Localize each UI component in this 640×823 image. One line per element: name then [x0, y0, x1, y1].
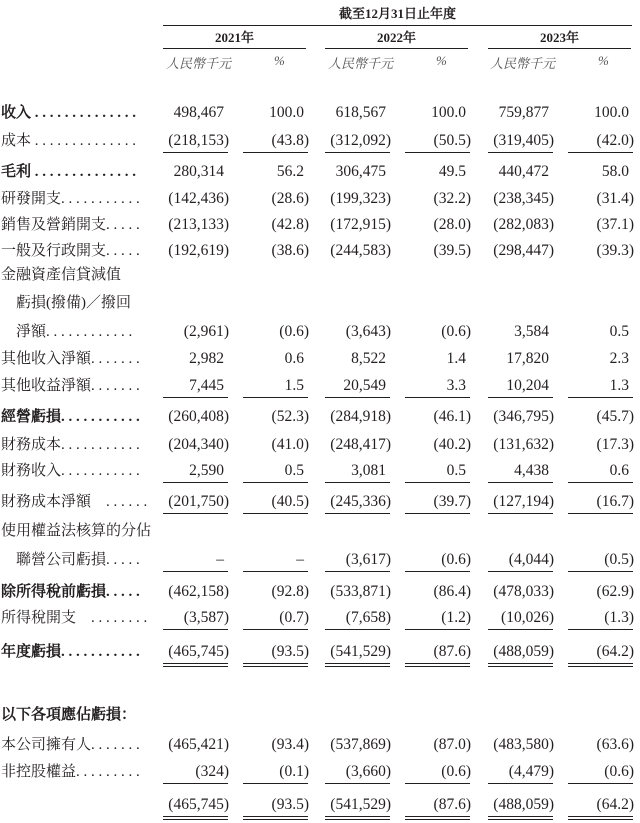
- cell-pct-2021: [243, 436, 308, 454]
- cell-pct-2023: [568, 323, 633, 341]
- cell-amount-2022: [325, 493, 390, 514]
- cell-value: 20,549: [343, 377, 386, 394]
- row-label: 虧損(撥備)／撥回: [1, 295, 131, 311]
- cell-value: (45.7): [596, 408, 634, 425]
- cell-pct-2022: [405, 796, 470, 820]
- cell-pct-2021: [243, 583, 308, 601]
- cell-value: (28.0): [433, 216, 471, 233]
- unit-pct-2023: %: [598, 53, 609, 68]
- cell-pct-2023: [568, 163, 633, 181]
- cell-value: (238,345): [493, 190, 554, 207]
- cell-value: 0.5: [446, 462, 466, 479]
- cell-value: (41.0): [271, 436, 309, 453]
- cell-pct-2023: [568, 377, 633, 398]
- cell-value: 100.0: [431, 104, 466, 121]
- cell-amount-2022: [325, 462, 390, 483]
- cell-pct-2021: [243, 163, 308, 181]
- cell-pct-2022: [405, 493, 470, 514]
- cell-value: 2,590: [189, 462, 224, 479]
- cell-pct-2021: [243, 132, 308, 153]
- row-label: 聯營公司虧損. . . . .: [1, 552, 140, 568]
- cell-value: (218,153): [168, 132, 229, 149]
- year-header-2022: 2022年: [325, 27, 468, 49]
- row-label: 毛利 . . . . . . . . . . . . . .: [1, 164, 137, 180]
- cell-pct-2022: [405, 609, 470, 630]
- cell-pct-2021: [243, 216, 308, 234]
- cell-pct-2023: [568, 551, 633, 572]
- cell-amount-2023: [488, 350, 553, 368]
- cell-pct-2021: [243, 551, 308, 572]
- period-header: 截至12月31日止年度: [163, 3, 632, 26]
- row-label: 銷售及營銷開支. . . . .: [1, 217, 140, 233]
- cell-pct-2021: [243, 763, 308, 784]
- cell-pct-2023: [568, 132, 633, 153]
- unit-amount-2021: 人民幣千元: [166, 56, 232, 71]
- cell-pct-2021: [243, 408, 308, 426]
- cell-value: 0.5: [609, 323, 629, 340]
- cell-value: (127,194): [493, 493, 554, 510]
- cell-value: (10,026): [501, 609, 554, 626]
- cell-value: (0.5): [604, 551, 634, 568]
- cell-amount-2023: [488, 242, 553, 260]
- cell-value: (213,133): [168, 216, 229, 233]
- cell-value: (0.6): [279, 323, 309, 340]
- cell-amount-2022: [325, 643, 390, 667]
- cell-amount-2021: [163, 609, 228, 630]
- cell-value: (50.5): [433, 132, 471, 149]
- cell-value: (3,643): [345, 323, 391, 340]
- cell-value: (46.1): [433, 408, 471, 425]
- cell-value: (52.3): [271, 408, 309, 425]
- row-label: 財務收入. . . . . . . . . . .: [1, 463, 140, 479]
- row-label: 一般及行政開支. . . . .: [1, 243, 140, 259]
- cell-amount-2023: [488, 609, 553, 630]
- cell-pct-2022: [405, 350, 470, 368]
- cell-amount-2022: [325, 408, 390, 426]
- cell-amount-2023: [488, 436, 553, 454]
- cell-value: (37.1): [596, 216, 634, 233]
- cell-amount-2022: [325, 736, 390, 754]
- cell-value: (488,059): [493, 796, 554, 813]
- cell-value: (42.0): [596, 132, 634, 149]
- year-header-2021: 2021年: [163, 27, 306, 49]
- cell-amount-2021: [163, 323, 228, 341]
- cell-pct-2022: [405, 190, 470, 208]
- cell-pct-2022: [405, 643, 470, 667]
- cell-value: (0.6): [604, 763, 634, 780]
- cell-value: (465,745): [168, 796, 229, 813]
- cell-value: (541,529): [330, 643, 391, 660]
- cell-value: (1.3): [604, 609, 634, 626]
- cell-amount-2021: [163, 643, 228, 667]
- cell-pct-2021: [243, 609, 308, 630]
- cell-pct-2022: [405, 242, 470, 260]
- cell-amount-2023: [488, 190, 553, 208]
- cell-pct-2022: [405, 462, 470, 483]
- cell-value: 10,204: [506, 377, 549, 394]
- cell-pct-2023: [568, 736, 633, 754]
- cell-value: (92.8): [271, 583, 309, 600]
- cell-amount-2023: [488, 323, 553, 341]
- cell-value: (0.7): [279, 609, 309, 626]
- cell-value: (39.7): [433, 493, 471, 510]
- cell-amount-2022: [325, 242, 390, 260]
- row-label: 收入 . . . . . . . . . . . . . .: [1, 105, 137, 121]
- cell-pct-2021: [243, 796, 308, 820]
- cell-pct-2023: [568, 408, 633, 426]
- cell-pct-2023: [568, 462, 633, 483]
- cell-value: (87.6): [433, 643, 471, 660]
- cell-pct-2022: [405, 163, 470, 181]
- cell-amount-2023: [488, 493, 553, 514]
- cell-value: (93.5): [271, 796, 309, 813]
- cell-pct-2022: [405, 408, 470, 426]
- cell-value: 3,584: [514, 323, 549, 340]
- cell-value: (483,580): [493, 736, 554, 753]
- cell-value: (244,583): [330, 242, 391, 259]
- cell-pct-2021: [243, 462, 308, 483]
- cell-pct-2023: [568, 583, 633, 601]
- cell-value: (465,745): [168, 643, 229, 660]
- cell-amount-2022: [325, 163, 390, 181]
- cell-value: (4,479): [508, 763, 554, 780]
- cell-value: (16.7): [596, 493, 634, 510]
- cell-value: (3,660): [345, 763, 391, 780]
- cell-value: (0.6): [441, 551, 471, 568]
- cell-value: 8,522: [351, 350, 386, 367]
- cell-value: (324): [195, 763, 229, 780]
- cell-amount-2023: [488, 163, 553, 181]
- cell-pct-2023: [568, 609, 633, 630]
- cell-value: 618,567: [335, 104, 386, 121]
- cell-amount-2021: [163, 796, 228, 820]
- cell-amount-2023: [488, 763, 553, 784]
- cell-value: (0.6): [441, 763, 471, 780]
- cell-value: (3,587): [183, 609, 229, 626]
- cell-amount-2022: [325, 377, 390, 398]
- cell-amount-2021: [163, 216, 228, 234]
- cell-value: (312,092): [330, 132, 391, 149]
- cell-value: (40.5): [271, 493, 309, 510]
- cell-value: (93.4): [271, 736, 309, 753]
- cell-amount-2021: [163, 132, 228, 153]
- cell-value: (172,915): [330, 216, 391, 233]
- cell-pct-2022: [405, 216, 470, 234]
- cell-value: (245,336): [330, 493, 391, 510]
- cell-amount-2022: [325, 132, 390, 153]
- cell-amount-2022: [325, 436, 390, 454]
- cell-value: 0.6: [284, 350, 304, 367]
- cell-value: (86.4): [433, 583, 471, 600]
- row-label: 本公司擁有人. . . . . . .: [1, 737, 140, 753]
- cell-amount-2022: [325, 796, 390, 820]
- cell-value: (0.6): [441, 323, 471, 340]
- cell-value: (87.0): [433, 736, 471, 753]
- cell-value: (537,869): [330, 736, 391, 753]
- cell-value: (192,619): [168, 242, 229, 259]
- cell-pct-2023: [568, 242, 633, 260]
- cell-value: 498,467: [173, 104, 224, 121]
- cell-value: 759,877: [498, 104, 549, 121]
- row-label: 使用權益法核算的分佔: [1, 523, 152, 539]
- cell-pct-2023: [568, 190, 633, 208]
- cell-value: 3.3: [446, 377, 466, 394]
- cell-value: 56.2: [276, 163, 304, 180]
- cell-amount-2023: [488, 643, 553, 667]
- cell-amount-2023: [488, 551, 553, 572]
- cell-value: (39.3): [596, 242, 634, 259]
- cell-value: (87.6): [433, 796, 471, 813]
- cell-amount-2021: [163, 462, 228, 483]
- cell-value: (62.9): [596, 583, 634, 600]
- cell-amount-2021: [163, 350, 228, 368]
- cell-pct-2023: [568, 493, 633, 514]
- cell-pct-2021: [243, 242, 308, 260]
- cell-value: (0.1): [279, 763, 309, 780]
- cell-pct-2022: [405, 763, 470, 784]
- cell-amount-2021: [163, 190, 228, 208]
- cell-value: (93.5): [271, 643, 309, 660]
- row-label: 研發開支. . . . . . . . . . .: [1, 191, 140, 207]
- cell-value: (478,033): [493, 583, 554, 600]
- cell-pct-2023: [568, 643, 633, 667]
- cell-value: (42.8): [271, 216, 309, 233]
- cell-value: –: [216, 551, 224, 568]
- row-label: 財務成本. . . . . . . . . . .: [1, 437, 140, 453]
- cell-value: (38.6): [271, 242, 309, 259]
- cell-pct-2021: [243, 736, 308, 754]
- cell-value: 1.5: [284, 377, 304, 394]
- cell-value: 2,982: [189, 350, 224, 367]
- cell-value: (142,436): [168, 190, 229, 207]
- cell-amount-2021: [163, 242, 228, 260]
- cell-pct-2022: [405, 436, 470, 454]
- cell-value: (43.8): [271, 132, 309, 149]
- cell-value: 0.5: [284, 462, 304, 479]
- cell-amount-2023: [488, 132, 553, 153]
- cell-value: (346,795): [493, 408, 554, 425]
- cell-value: 4,438: [514, 462, 549, 479]
- cell-value: (32.2): [433, 190, 471, 207]
- year-header-2023: 2023年: [488, 27, 631, 49]
- cell-value: 3,081: [351, 462, 386, 479]
- cell-amount-2021: [163, 493, 228, 514]
- cell-value: (462,158): [168, 583, 229, 600]
- cell-value: 7,445: [189, 377, 224, 394]
- cell-amount-2021: [163, 763, 228, 784]
- cell-value: (1.2): [441, 609, 471, 626]
- cell-value: (31.4): [596, 190, 634, 207]
- cell-pct-2023: [568, 350, 633, 368]
- cell-value: (28.6): [271, 190, 309, 207]
- cell-value: (488,059): [493, 643, 554, 660]
- cell-value: (298,447): [493, 242, 554, 259]
- cell-pct-2022: [405, 377, 470, 398]
- cell-amount-2021: [163, 163, 228, 181]
- cell-amount-2021: [163, 583, 228, 601]
- cell-amount-2023: [488, 377, 553, 398]
- unit-amount-2022: 人民幣千元: [328, 56, 394, 71]
- cell-amount-2022: [325, 609, 390, 630]
- cell-amount-2023: [488, 583, 553, 601]
- cell-amount-2023: [488, 736, 553, 754]
- cell-pct-2022: [405, 583, 470, 601]
- cell-value: (199,323): [330, 190, 391, 207]
- row-label: 年度虧損. . . . . . . . . . .: [1, 644, 140, 660]
- cell-value: (64.2): [596, 643, 634, 660]
- cell-amount-2023: [488, 216, 553, 234]
- cell-amount-2022: [325, 216, 390, 234]
- cell-value: 1.3: [609, 377, 629, 394]
- cell-amount-2022: [325, 583, 390, 601]
- cell-pct-2023: [568, 104, 633, 122]
- unit-pct-2022: %: [436, 53, 447, 68]
- cell-value: (17.3): [596, 436, 634, 453]
- cell-value: (39.5): [433, 242, 471, 259]
- cell-value: 100.0: [269, 104, 304, 121]
- row-label: 金融資產信貸減值: [1, 267, 122, 283]
- cell-value: 1.4: [446, 350, 466, 367]
- cell-value: 49.5: [438, 163, 466, 180]
- cell-pct-2023: [568, 216, 633, 234]
- cell-pct-2022: [405, 736, 470, 754]
- cell-amount-2021: [163, 551, 228, 572]
- unit-pct-2021: %: [274, 53, 285, 68]
- cell-value: (201,750): [168, 493, 229, 510]
- cell-value: (4,044): [508, 551, 554, 568]
- cell-value: (248,417): [330, 436, 391, 453]
- cell-pct-2022: [405, 551, 470, 572]
- cell-amount-2021: [163, 104, 228, 122]
- cell-pct-2021: [243, 323, 308, 341]
- cell-amount-2023: [488, 796, 553, 820]
- cell-value: (63.6): [596, 736, 634, 753]
- cell-amount-2023: [488, 462, 553, 483]
- cell-pct-2023: [568, 436, 633, 454]
- cell-pct-2023: [568, 796, 633, 820]
- cell-value: (284,918): [330, 408, 391, 425]
- cell-amount-2021: [163, 408, 228, 426]
- cell-value: (3,617): [345, 551, 391, 568]
- cell-value: (2,961): [183, 323, 229, 340]
- cell-value: (40.2): [433, 436, 471, 453]
- cell-amount-2022: [325, 763, 390, 784]
- cell-value: 280,314: [173, 163, 224, 180]
- cell-value: (465,421): [168, 736, 229, 753]
- cell-value: –: [296, 551, 304, 568]
- row-label: 其他收入淨額. . . . . . .: [1, 351, 140, 367]
- cell-value: (541,529): [330, 796, 391, 813]
- cell-value: (319,405): [493, 132, 554, 149]
- cell-amount-2022: [325, 350, 390, 368]
- row-label: 財務成本淨額 . . . . . .: [1, 494, 148, 510]
- cell-pct-2021: [243, 190, 308, 208]
- row-label: 成本 . . . . . . . . . . . . . .: [1, 133, 137, 149]
- cell-value: 17,820: [506, 350, 549, 367]
- cell-pct-2021: [243, 377, 308, 398]
- cell-value: 2.3: [609, 350, 629, 367]
- cell-pct-2021: [243, 350, 308, 368]
- cell-value: (260,408): [168, 408, 229, 425]
- cell-amount-2022: [325, 104, 390, 122]
- cell-value: 440,472: [498, 163, 549, 180]
- cell-pct-2022: [405, 104, 470, 122]
- cell-pct-2021: [243, 104, 308, 122]
- cell-value: (533,871): [330, 583, 391, 600]
- cell-amount-2023: [488, 104, 553, 122]
- cell-value: 100.0: [594, 104, 629, 121]
- row-label: 以下各項應佔虧損：: [1, 707, 137, 723]
- cell-pct-2023: [568, 763, 633, 784]
- row-label: 所得稅開支 . . . . . . . .: [1, 610, 148, 626]
- cell-pct-2021: [243, 643, 308, 667]
- cell-value: 58.0: [601, 163, 629, 180]
- cell-value: (204,340): [168, 436, 229, 453]
- cell-value: (64.2): [596, 796, 634, 813]
- cell-amount-2022: [325, 551, 390, 572]
- cell-value: (131,632): [493, 436, 554, 453]
- cell-pct-2022: [405, 323, 470, 341]
- cell-amount-2021: [163, 736, 228, 754]
- row-label: 經營虧損. . . . . . . . . . .: [1, 409, 140, 425]
- cell-value: 0.6: [609, 462, 629, 479]
- row-label: 非控股權益. . . . . . . . .: [1, 764, 140, 780]
- cell-value: (282,083): [493, 216, 554, 233]
- row-label: 淨額. . . . . . . . . . . .: [1, 324, 133, 340]
- cell-amount-2022: [325, 323, 390, 341]
- cell-amount-2021: [163, 377, 228, 398]
- cell-amount-2021: [163, 436, 228, 454]
- cell-pct-2021: [243, 493, 308, 514]
- cell-value: (7,658): [345, 609, 391, 626]
- unit-amount-2023: 人民幣千元: [490, 56, 556, 71]
- cell-amount-2023: [488, 408, 553, 426]
- cell-value: 306,475: [335, 163, 386, 180]
- row-label: 其他收益淨額. . . . . . .: [1, 378, 140, 394]
- row-label: 除所得稅前虧損. . . . .: [1, 584, 140, 600]
- cell-pct-2022: [405, 132, 470, 153]
- cell-amount-2022: [325, 190, 390, 208]
